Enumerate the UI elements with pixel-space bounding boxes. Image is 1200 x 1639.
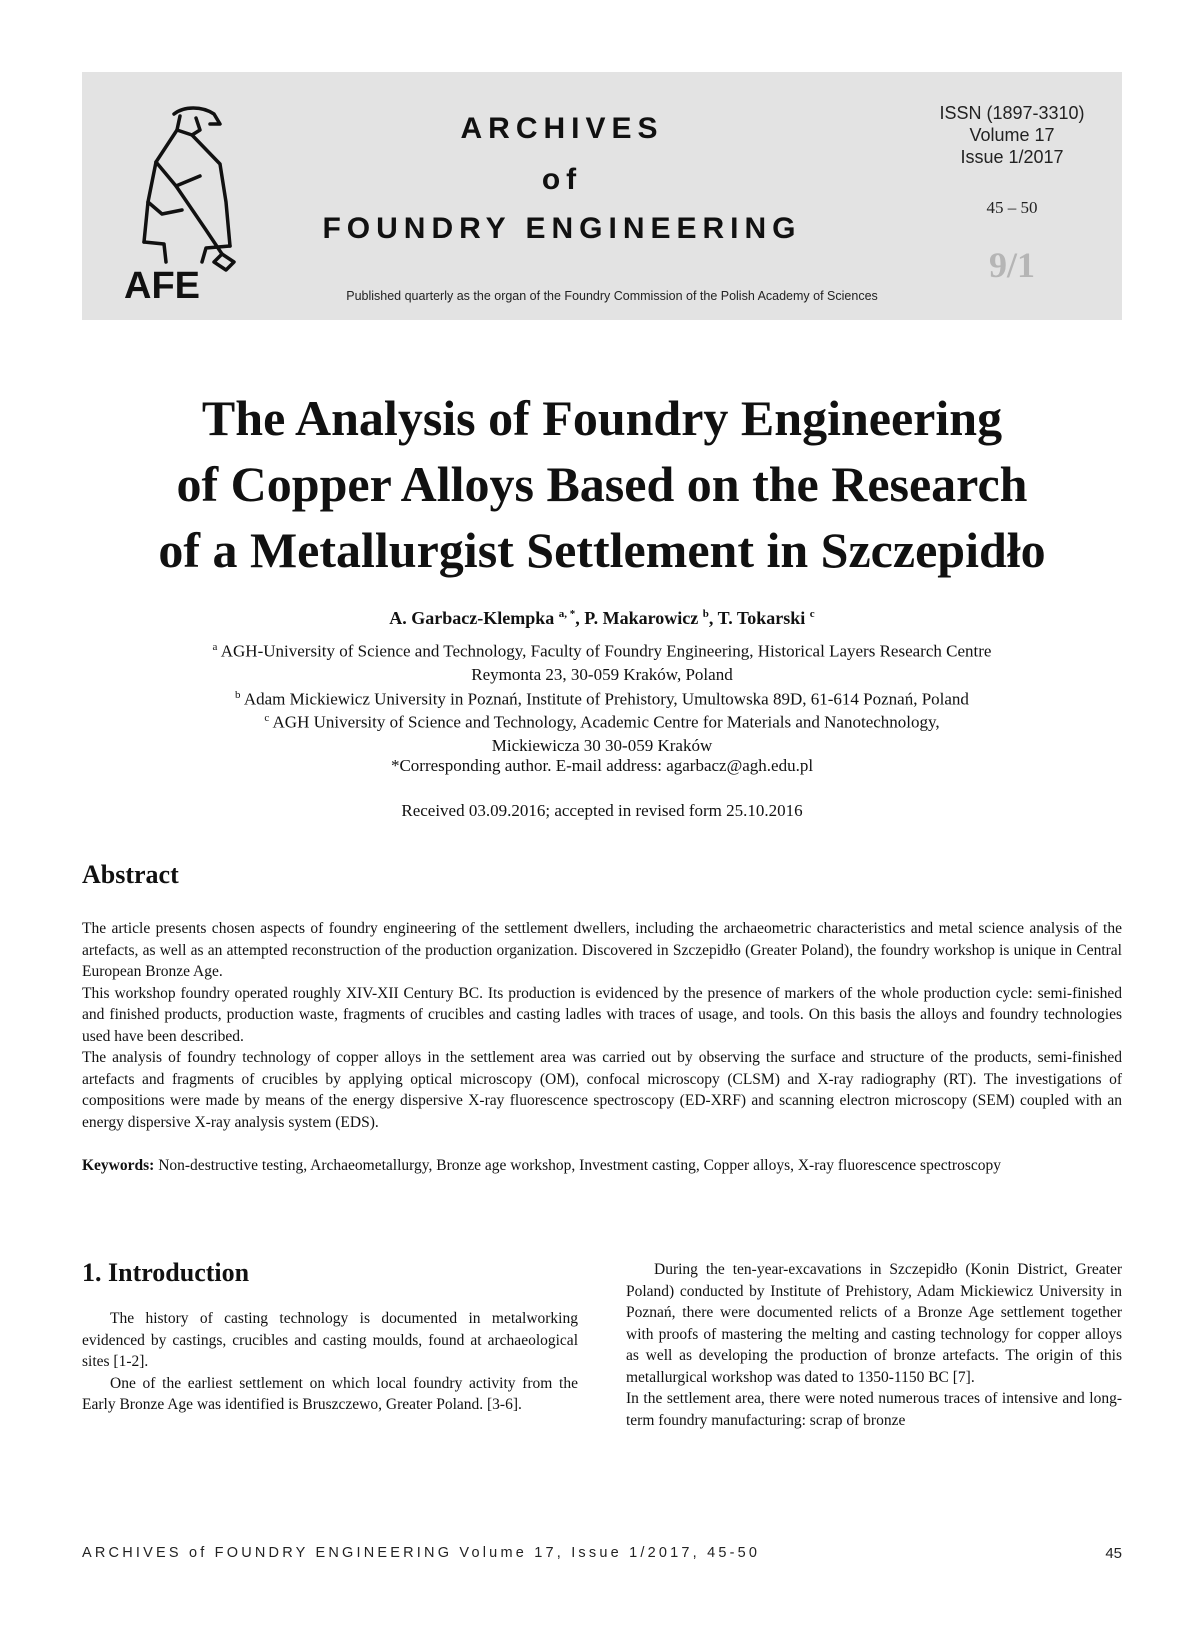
abstract-paragraph: The article presents chosen aspects of foundry engineering of the settlement dwellers, including the archaeometric characteristics and metal science analysis of the artefacts, as well as an attempted reconstruction of the production organization. Discovered in Szczepidło (Greater Poland), the foundry workshop is unique in Central European Bronze Age.: [82, 920, 1122, 980]
running-footer: ARCHIVES of FOUNDRY ENGINEERING Volume 17, Issue 1/2017, 45-50: [82, 1545, 761, 1561]
right-column: [626, 1259, 1122, 1431]
affiliation-a-mark: a: [212, 641, 218, 653]
author-1-affil-mark: a, *: [558, 608, 576, 620]
article-code: 9/1: [988, 245, 1035, 285]
corresponding-author: *Corresponding author. E-mail address: agarbacz@agh.edu.pl: [390, 756, 814, 775]
page-range: 45 – 50: [986, 198, 1038, 217]
keywords-label: Keywords:: [82, 1157, 155, 1174]
affiliation-b-mark: b: [235, 689, 241, 701]
body-paragraph: In the settlement area, there were noted numerous traces of intensive and long-term foundry manufacturing: scrap of bronze: [626, 1390, 1122, 1429]
journal-title-line1: ARCHIVES: [460, 112, 664, 145]
keywords-list: Non-destructive testing, Archaeometallurgy, Bronze age workshop, Investment casting, Copper alloys, X-ray fluorescence spectroscopy: [158, 1157, 1001, 1174]
affiliation-c-line2: Mickiewicza 30 30-059 Kraków: [491, 735, 713, 755]
author-3-affil-mark: c: [809, 608, 815, 620]
body-paragraph: The history of casting technology is documented in metalworking evidenced by castings, crucibles and casting moulds, found at archaeological sites [1-2].: [82, 1310, 578, 1370]
author-2: , P. Makarowicz: [575, 608, 699, 628]
abstract-heading: Abstract: [82, 860, 179, 889]
journal-title-line2: of: [541, 163, 583, 196]
journal-title-line3: FOUNDRY ENGINEERING: [322, 212, 802, 245]
author-3: , T. Tokarski: [708, 608, 806, 628]
publisher-note: Published quarterly as the organ of the Foundry Commission of the Polish Academy of Sciences: [346, 289, 878, 303]
affiliation-c-mark: c: [264, 712, 270, 724]
foundry-worker-logo: [122, 102, 240, 302]
introduction-heading: 1. Introduction: [82, 1258, 250, 1287]
body-paragraph: One of the earliest settlement on which local foundry activity from the Early Bronze Age was identified is Bruszczewo, Greater Poland. [3-6].: [82, 1374, 578, 1413]
received-dates: Received 03.09.2016; accepted in revised form 25.10.2016: [401, 801, 803, 820]
author-list: [82, 608, 1122, 629]
affiliation-c-line1: AGH University of Science and Technology, Academic Centre for Materials and Nanotechnology,: [272, 712, 940, 732]
article-title: [82, 385, 1122, 583]
affiliation-a-line1: AGH-University of Science and Technology, Faculty of Foundry Engineering, Historical Layers Research Centre: [220, 641, 992, 661]
title-line3: of a Metallurgist Settlement in Szczepidło: [158, 522, 1046, 578]
abstract-paragraph: This workshop foundry operated roughly XIV-XII Century BC. Its production is evidenced by the presence of markers of the whole production cycle: semi-finished and finished products, production waste, fragments of crucibles and casting ladles with traces of usage, and tools. On this basis the alloys and foundry technologies used have been described.: [82, 984, 1122, 1045]
issn: ISSN (1897-3310): [939, 103, 1085, 123]
body-paragraph: During the ten-year-excavations in Szczepidło (Konin District, Greater Poland) conducted by Institute of Prehistory, Adam Mickiewicz University in Poznań, there were documented relicts of a Bronze Age settlement together with proofs of mastering the melting and casting technology for copper alloys as well as developing the production of bronze artefacts. The origin of this metallurgical workshop was dated to 1350-1150 BC [7].: [626, 1261, 1122, 1386]
keywords: [82, 1155, 1122, 1177]
affiliation-a-line2: Reymonta 23, 30-059 Kraków, Poland: [471, 664, 733, 684]
left-column: [82, 1308, 578, 1416]
logo-acronym: AFE: [124, 265, 200, 302]
abstract-body: [82, 918, 1122, 1133]
journal-header: [82, 72, 1122, 320]
title-line2: of Copper Alloys Based on the Research: [176, 456, 1028, 512]
affiliation-c: [82, 707, 1122, 757]
page-number: 45: [1105, 1545, 1122, 1562]
title-line1: The Analysis of Foundry Engineering: [201, 390, 1003, 446]
author-2-affil-mark: b: [702, 608, 709, 620]
issue: Issue 1/2017: [960, 147, 1064, 167]
author-1: A. Garbacz-Klempka: [389, 608, 555, 628]
affiliation-b-text: Adam Mickiewicz University in Poznań, Institute of Prehistory, Umultowska 89D, 61-614 Poznań, Poland: [243, 689, 969, 709]
abstract-paragraph: The analysis of foundry technology of copper alloys in the settlement area was carried out by observing the surface and structure of the products, semi-finished artefacts and fragments of crucibles by applying optical microscopy (OM), confocal microscopy (CLSM) and X-ray radiography (RT). The investigations of compositions were made by means of the energy dispersive X-ray fluorescence spectroscopy (ED-XRF) and scanning electron microscopy (SEM) coupled with an energy dispersive X-ray analysis system (EDS).: [82, 1049, 1122, 1131]
volume: Volume 17: [969, 125, 1055, 145]
affiliation-a: [82, 636, 1122, 686]
issue-info: [902, 102, 1122, 168]
